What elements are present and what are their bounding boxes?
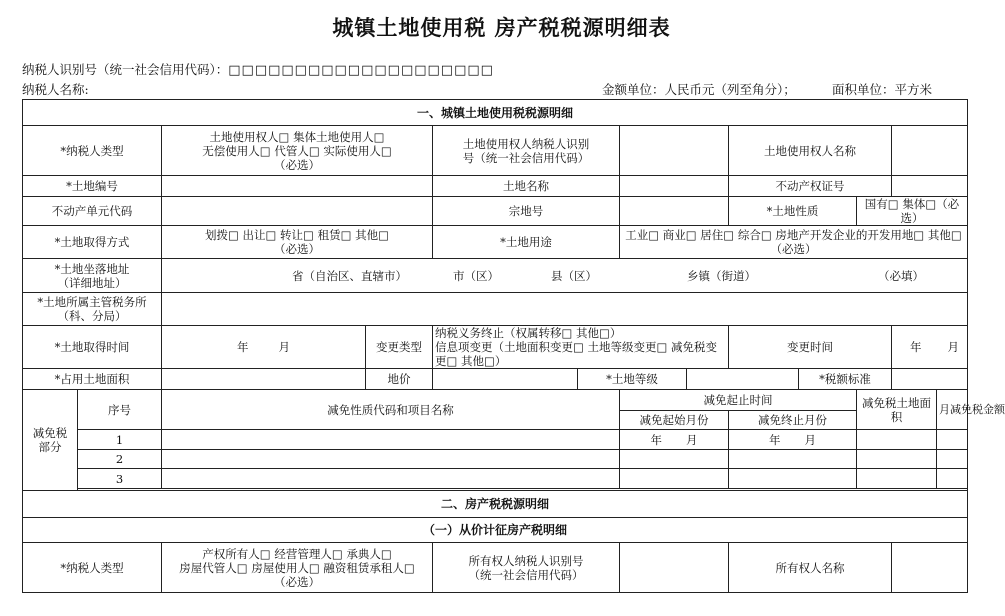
tax-office-line2: （科、分局） <box>57 309 127 323</box>
form-title: 城镇土地使用税 房产税税源明细表 <box>332 16 671 40</box>
addr-province: 省（自治区、直辖市） <box>292 268 407 283</box>
tax-office-line1: *土地所属主管税务所 <box>37 295 147 309</box>
change-type-line2: 信息项变更（土地面积变更□ 土地等级变更□ 减免税变更□ 其他□） <box>435 340 718 368</box>
taxpayer-type-line1: 土地使用权人□ 集体土地使用人□ <box>209 129 385 144</box>
land-user-id-field[interactable] <box>620 126 729 176</box>
location-field[interactable] <box>162 259 968 293</box>
taxpayer-id-row <box>22 60 494 78</box>
taxpayer-type-options[interactable] <box>162 126 433 176</box>
location-label <box>23 259 162 293</box>
owner-name-label: 所有权人名称 <box>729 543 892 593</box>
owner-id-field[interactable] <box>620 543 729 593</box>
s2-taxpayer-type-line2: 房屋代管人□ 房屋使用人□ 融资租赁承租人□ <box>179 560 415 575</box>
relief-area-field-3[interactable] <box>857 469 937 489</box>
s2-taxpayer-type-options[interactable] <box>162 543 433 593</box>
area-label: *占用土地面积 <box>23 369 162 390</box>
relief-monthly-header: 月减免税金额 <box>937 390 968 430</box>
location-line2: （详细地址） <box>57 275 127 290</box>
section1-title: 一、城镇土地使用税税源明细 <box>23 100 968 126</box>
taxpayer-id-label: 纳税人识别号（统一社会信用代码）： <box>22 62 229 77</box>
location-line1: *土地坐落地址 <box>54 261 130 276</box>
relief-end-year-1: 年 <box>769 432 781 447</box>
unit-code-field[interactable] <box>162 197 433 226</box>
relief-end-field-3[interactable] <box>729 469 857 489</box>
land-use-line2: （必选） <box>770 242 817 256</box>
area-unit: 面积单位：平方米 <box>832 82 933 97</box>
land-name-field[interactable] <box>620 176 729 197</box>
relief-area-field-2[interactable] <box>857 450 937 469</box>
area-field[interactable] <box>162 369 366 390</box>
addr-required: （必填） <box>878 268 924 283</box>
land-user-name-field[interactable] <box>892 126 968 176</box>
land-grade-field[interactable] <box>687 369 799 390</box>
change-type-options[interactable] <box>433 326 729 369</box>
addr-town: 乡镇（街道） <box>687 268 756 283</box>
owner-id-line1: 所有权人纳税人识别号 <box>468 553 584 568</box>
relief-start-field-1[interactable] <box>620 430 729 450</box>
change-time-field[interactable] <box>892 326 968 369</box>
relief-section-label <box>23 390 78 491</box>
relief-label-line2: 部分 <box>38 440 62 454</box>
tax-standard-label: *税额标准 <box>799 369 892 390</box>
taxpayer-type-line2: 无偿使用人□ 代管人□ 实际使用人□ <box>202 143 392 158</box>
relief-start-year-1: 年 <box>650 432 662 447</box>
change-time-year: 年 <box>910 340 922 354</box>
relief-area-header <box>857 390 937 430</box>
relief-monthly-field-2[interactable] <box>937 450 968 469</box>
acquire-method-line1: 划拨□ 出让□ 转让□ 租赁□ 其他□ <box>205 228 389 242</box>
owner-name-field[interactable] <box>892 543 968 593</box>
property-cert-label: 不动产权证号 <box>729 176 892 197</box>
land-user-id-label <box>433 126 620 176</box>
relief-area-field-1[interactable] <box>857 430 937 450</box>
relief-monthly-field-1[interactable] <box>937 430 968 450</box>
acquire-method-line2: （必选） <box>274 242 320 256</box>
acquire-method-options[interactable] <box>162 226 433 259</box>
addr-county: 县（区） <box>551 268 597 283</box>
acquire-time-field[interactable] <box>162 326 366 369</box>
amount-unit: 金额单位：人民币元（列至角分）； <box>602 82 796 97</box>
relief-seq-3: 3 <box>78 469 162 489</box>
land-no-label: *土地编号 <box>23 176 162 197</box>
change-type-label: 变更类型 <box>366 326 433 369</box>
relief-end-field-1[interactable] <box>729 430 857 450</box>
land-nature-options[interactable]: 国有□ 集体□（必选） <box>857 197 968 226</box>
relief-seq-header: 序号 <box>78 390 162 430</box>
unit-code-label: 不动产单元代码 <box>23 197 162 226</box>
relief-area-line1: 减免税土地面 <box>862 395 931 410</box>
property-cert-field[interactable] <box>892 176 968 197</box>
section2-title: 二、房产税税源明细 <box>23 491 968 518</box>
land-price-field[interactable] <box>433 369 578 390</box>
taxpayer-id-boxes[interactable]: □□□□□□□□□□□□□□□□□□□□ <box>228 63 494 78</box>
taxpayer-name-label: 纳税人名称: <box>22 82 89 97</box>
tax-source-table <box>22 99 1005 593</box>
relief-end-month-1: 月 <box>804 432 816 447</box>
acquire-time-month: 月 <box>278 340 290 354</box>
s2-taxpayer-type-line1: 产权所有人□ 经营管理人□ 承典人□ <box>202 546 392 561</box>
tax-office-field[interactable] <box>162 293 968 326</box>
change-time-month: 月 <box>947 340 959 354</box>
acquire-time-label: *土地取得时间 <box>23 326 162 369</box>
land-use-label: *土地用途 <box>433 226 620 259</box>
land-user-id-line1: 土地使用权人纳税人识别 <box>462 136 590 151</box>
relief-monthly-field-3[interactable] <box>937 469 968 489</box>
relief-start-month-1: 月 <box>686 432 698 447</box>
land-nature-label: *土地性质 <box>729 197 857 226</box>
parcel-no-field[interactable] <box>620 197 729 226</box>
land-user-id-line2: 号（统一社会信用代码） <box>462 150 590 165</box>
section2-subtitle: （一）从价计征房产税明细 <box>23 518 968 543</box>
taxpayer-type-line3: （必选） <box>274 157 320 172</box>
relief-end-header: 减免终止月份 <box>729 411 857 430</box>
tax-standard-field[interactable] <box>892 369 968 390</box>
land-grade-label: *土地等级 <box>578 369 687 390</box>
land-price-label: 地价 <box>366 369 433 390</box>
land-use-line1: 工业□ 商业□ 居住□ 综合□ 房地产开发企业的开发用地□ 其他□ <box>625 228 962 242</box>
relief-start-field-2[interactable] <box>620 450 729 469</box>
relief-code-field-1[interactable] <box>162 430 620 450</box>
relief-area-line2: 积 <box>890 409 903 424</box>
owner-id-line2: （统一社会信用代码） <box>468 567 584 582</box>
relief-start-field-3[interactable] <box>620 469 729 489</box>
relief-start-header: 减免起始月份 <box>620 411 729 430</box>
change-time-label: 变更时间 <box>729 326 892 369</box>
relief-code-field-3[interactable] <box>162 469 620 489</box>
s2-taxpayer-type-label: *纳税人类型 <box>23 543 162 593</box>
change-type-line1: 纳税义务终止（权属转移□ 其他□） <box>435 326 622 340</box>
relief-end-field-2[interactable] <box>729 450 857 469</box>
land-name-label: 土地名称 <box>433 176 620 197</box>
s2-taxpayer-type-line3: （必选） <box>274 574 320 589</box>
owner-id-label <box>433 543 620 593</box>
relief-period-header: 减免起止时间 <box>620 390 857 411</box>
relief-label-line1: 减免税 <box>32 426 68 440</box>
land-user-name-label: 土地使用权人名称 <box>729 126 892 176</box>
relief-code-header: 减免性质代码和项目名称 <box>162 390 620 430</box>
parcel-no-label: 宗地号 <box>433 197 620 226</box>
relief-seq-1: 1 <box>78 430 162 450</box>
relief-code-field-2[interactable] <box>162 450 620 469</box>
acquire-method-label: *土地取得方式 <box>23 226 162 259</box>
relief-seq-2: 2 <box>78 450 162 469</box>
acquire-time-year: 年 <box>237 340 249 354</box>
land-use-options[interactable] <box>620 226 968 259</box>
taxpayer-type-label: *纳税人类型 <box>23 126 162 176</box>
land-no-field[interactable] <box>162 176 433 197</box>
tax-office-label <box>23 293 162 326</box>
addr-city: 市（区） <box>453 268 499 283</box>
